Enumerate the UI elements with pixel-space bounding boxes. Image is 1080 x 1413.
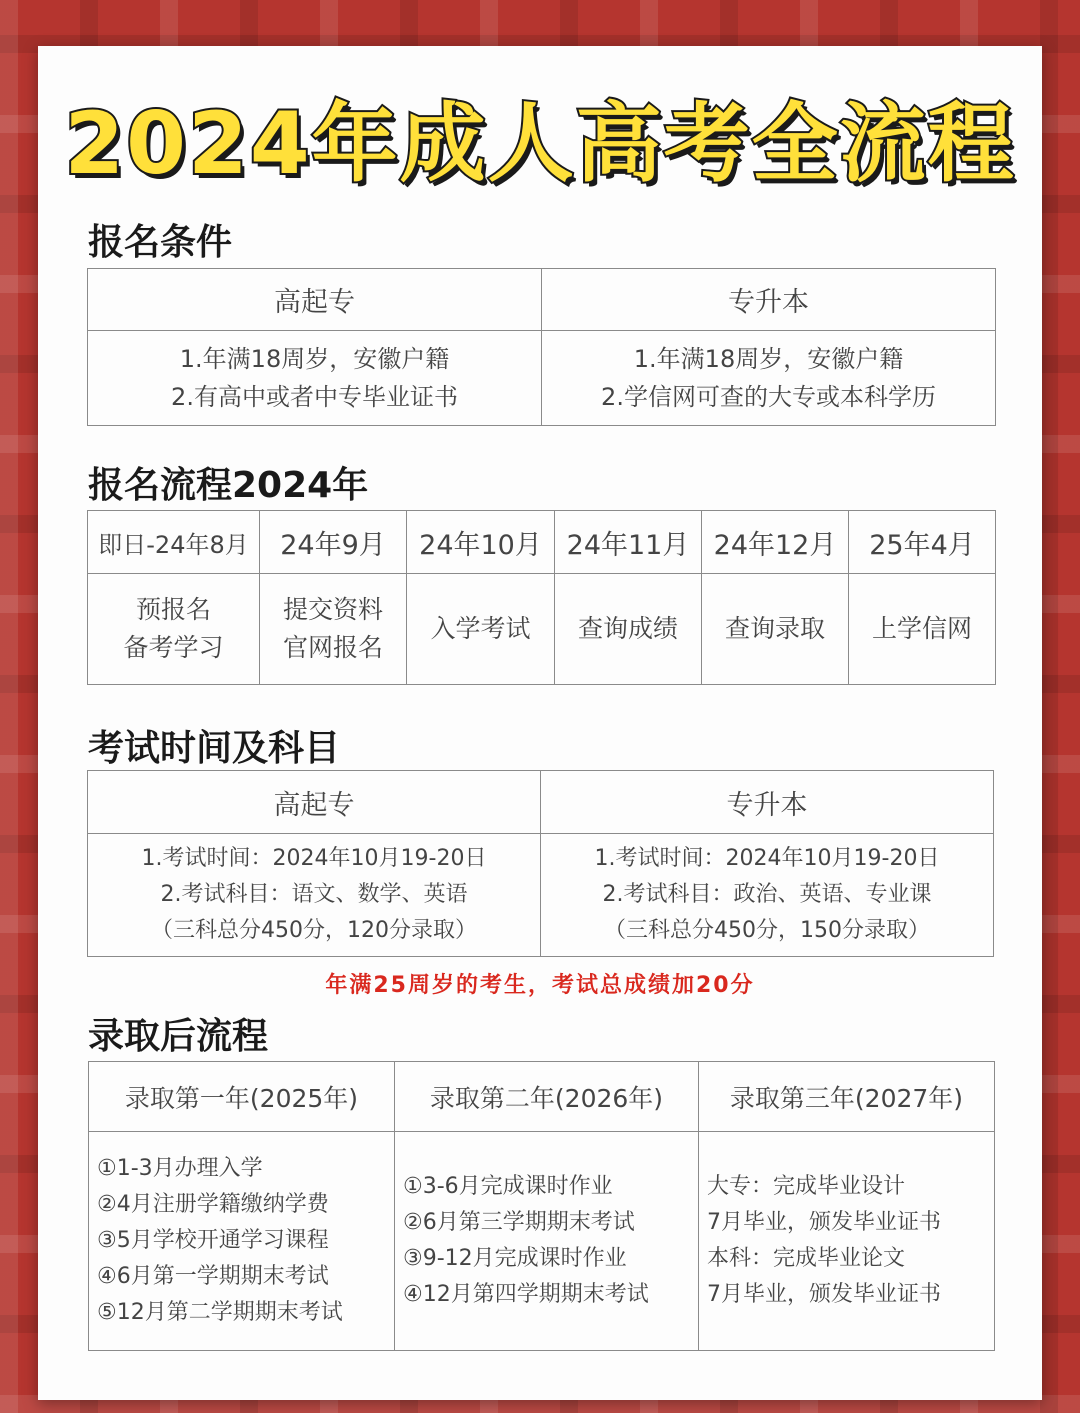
- step-cell: [849, 574, 996, 685]
- date-cell: 24年11月: [555, 511, 702, 574]
- date-cell: 24年12月: [702, 511, 849, 574]
- plan-line: ①1-3月办理入学: [97, 1156, 263, 1181]
- year-two-cell: [395, 1132, 699, 1351]
- step-cell: [88, 574, 260, 685]
- section-heading-exam: 考试时间及科目: [88, 728, 341, 769]
- exam-info-cell: [88, 834, 541, 957]
- date-cell: 24年10月: [407, 511, 555, 574]
- step-line: 入学考试: [430, 614, 531, 643]
- step-line: 预报名: [135, 595, 211, 624]
- exam-line: 2.考试科目：政治、英语、专业课: [602, 882, 932, 907]
- plan-line: ②6月第三学期期末考试: [403, 1210, 635, 1235]
- plan-line: ③9-12月完成课时作业: [403, 1246, 627, 1271]
- requirement-line: 2.学信网可查的大专或本科学历: [601, 383, 936, 411]
- exam-line: 2.考试科目：语文、数学、英语: [160, 882, 468, 907]
- step-line: 官网报名: [282, 633, 383, 662]
- year-one-cell: [89, 1132, 395, 1351]
- requirement-line: 1.年满18周岁，安徽户籍: [633, 345, 904, 373]
- plan-line: 7月毕业，颁发毕业证书: [707, 1210, 941, 1235]
- requirements-cell: [542, 331, 996, 426]
- exam-table: [87, 770, 994, 957]
- plan-line: ①3-6月完成课时作业: [403, 1174, 613, 1199]
- header-cell: 录取第三年(2027年): [699, 1062, 995, 1132]
- plan-line: 大专：完成毕业设计: [707, 1174, 906, 1199]
- step-cell: [555, 574, 702, 685]
- header-cell: 专升本: [542, 269, 996, 331]
- step-line: 查询成绩: [577, 614, 678, 643]
- exam-line: （三科总分450分，120分录取）: [151, 918, 477, 943]
- plan-line: ③5月学校开通学习课程: [97, 1228, 329, 1253]
- section-heading-process: 报名流程2024年: [88, 465, 369, 506]
- step-cell: [702, 574, 849, 685]
- year-three-cell: [699, 1132, 995, 1351]
- plan-line: ④6月第一学期期末考试: [97, 1264, 329, 1289]
- date-cell: 即日-24年8月: [88, 511, 260, 574]
- plan-line: ⑤12月第二学期期末考试: [97, 1300, 343, 1325]
- bonus-note: 年满25周岁的考生，考试总成绩加20分: [325, 973, 755, 998]
- plan-line: ②4月注册学籍缴纳学费: [97, 1192, 329, 1217]
- page-title: 2024年成人高考全流程: [64, 94, 1016, 194]
- requirement-line: 1.年满18周岁，安徽户籍: [179, 345, 450, 373]
- requirements-table: [87, 268, 996, 426]
- step-cell: [407, 574, 555, 685]
- date-cell: 24年9月: [260, 511, 407, 574]
- header-cell: 高起专: [88, 771, 541, 834]
- step-cell: [260, 574, 407, 685]
- exam-line: （三科总分450分，150分录取）: [604, 918, 930, 943]
- step-line: 上学信网: [871, 614, 972, 643]
- section-heading-after-admission: 录取后流程: [88, 1016, 269, 1057]
- step-line: 提交资料: [282, 595, 383, 624]
- exam-info-cell: [541, 834, 994, 957]
- requirements-cell: [88, 331, 542, 426]
- requirement-line: 2.有高中或者中专毕业证书: [171, 383, 458, 411]
- plan-line: 本科：完成毕业论文: [707, 1246, 906, 1271]
- step-line: 查询录取: [724, 614, 825, 643]
- header-cell: 专升本: [541, 771, 994, 834]
- section-heading-requirements: 报名条件: [88, 222, 233, 263]
- exam-line: 1.考试时间：2024年10月19-20日: [141, 846, 487, 871]
- process-table: [87, 510, 996, 685]
- header-cell: 高起专: [88, 269, 542, 331]
- exam-line: 1.考试时间：2024年10月19-20日: [594, 846, 940, 871]
- plan-line: ④12月第四学期期末考试: [403, 1282, 649, 1307]
- date-cell: 25年4月: [849, 511, 996, 574]
- header-cell: 录取第二年(2026年): [395, 1062, 699, 1132]
- step-line: 备考学习: [123, 633, 224, 662]
- header-cell: 录取第一年(2025年): [89, 1062, 395, 1132]
- after-admission-table: [88, 1061, 995, 1351]
- plan-line: 7月毕业，颁发毕业证书: [707, 1282, 941, 1307]
